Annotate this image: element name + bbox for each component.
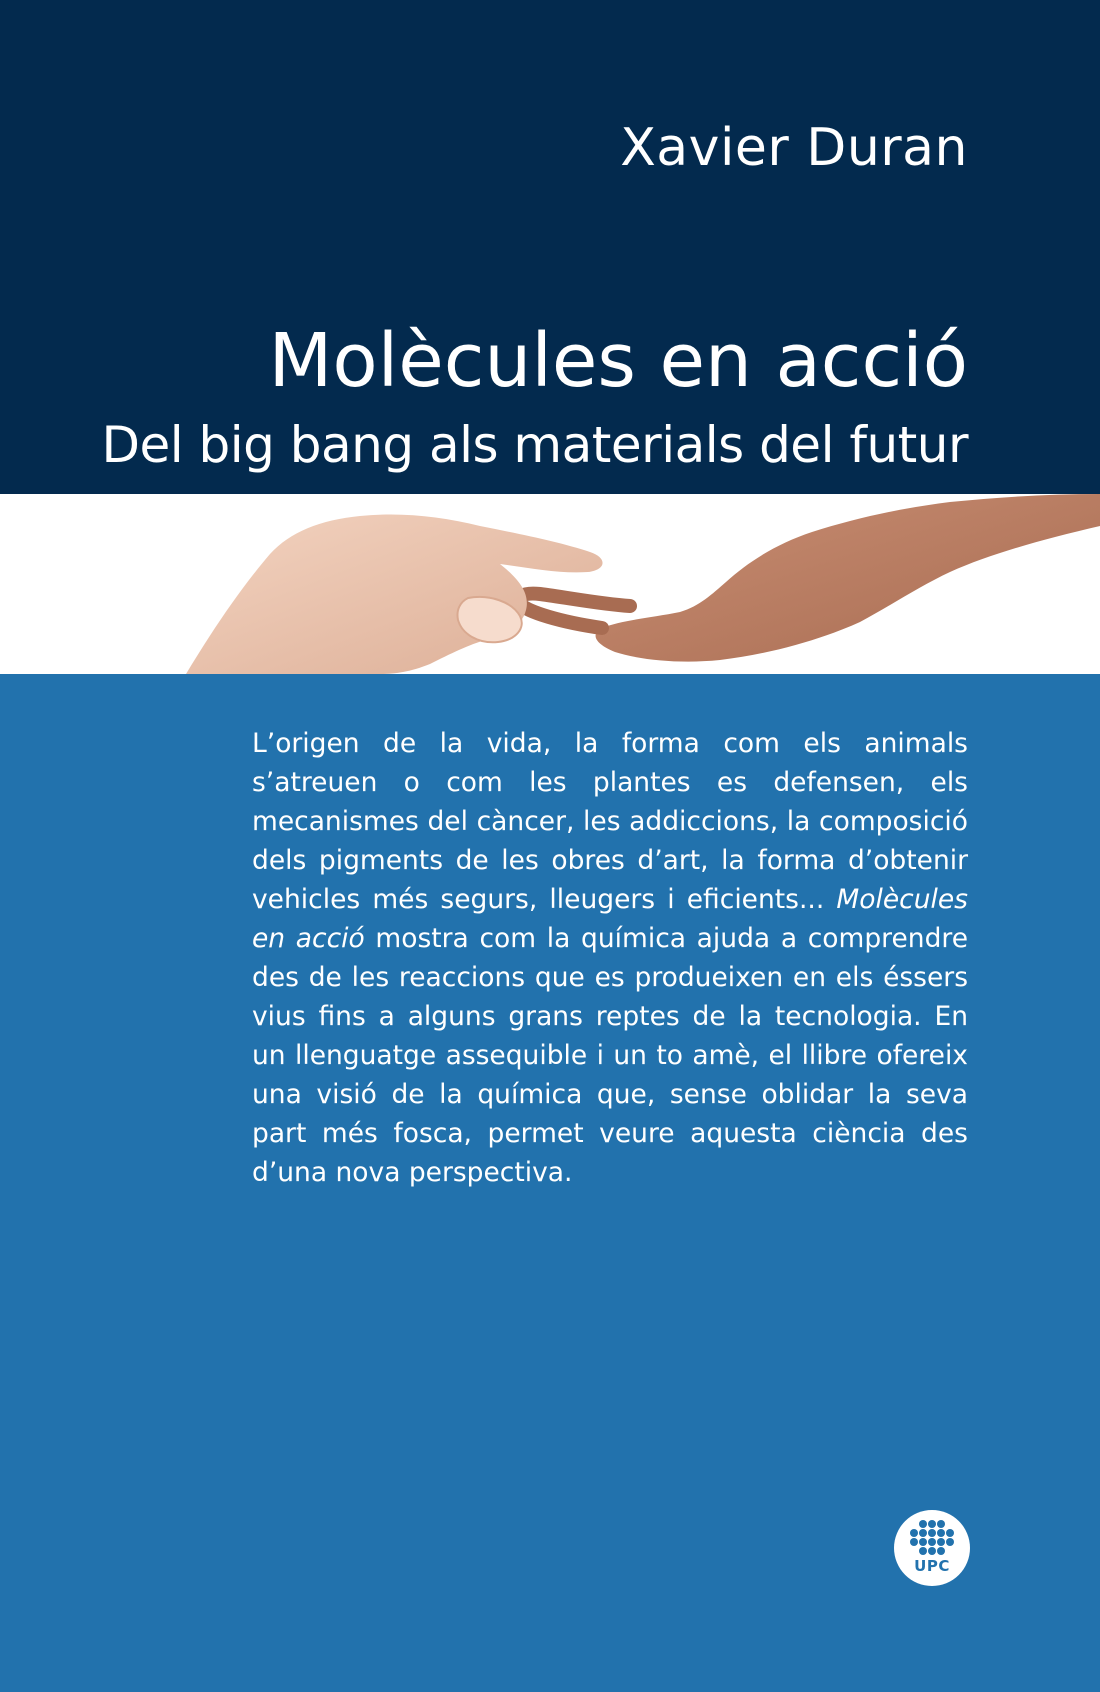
upc-logo-text: UPC <box>914 1557 950 1575</box>
book-title: Molècules en acció <box>268 318 968 404</box>
title-band <box>0 0 1100 494</box>
book-subtitle: Del big bang als materials del futur <box>101 416 968 474</box>
upc-dots-icon <box>910 1520 954 1556</box>
blurb-title-italic: Molècules en acció <box>252 884 968 954</box>
hands-photo <box>0 494 1100 674</box>
hands-photo-icon <box>0 494 1100 674</box>
blurb-text-end: mostra com la química ajuda a comprendre des de les reaccions que es produeixen en els éssers vius fins a alguns grans reptes de la tecnologia. En un llenguatge assequible i un to amè, el llibre ofereix una visió de la química que, sense oblidar la seva part més fosca, permet veure aquesta ciència des d’una nova perspectiva. <box>252 923 969 1188</box>
blurb-band <box>0 674 1100 1692</box>
back-cover-blurb <box>252 724 968 1192</box>
author-name: Xavier Duran <box>620 118 968 178</box>
upc-logo <box>894 1510 970 1586</box>
blurb-text-start: L’origen de la vida, la forma com els animals s’atreuen o com les plantes es defensen, els mecanismes del càncer, les addiccions, la composició dels pigments de les obres d’art, la forma d’obtenir vehicles més segurs, lleugers i eficients... <box>252 728 968 915</box>
